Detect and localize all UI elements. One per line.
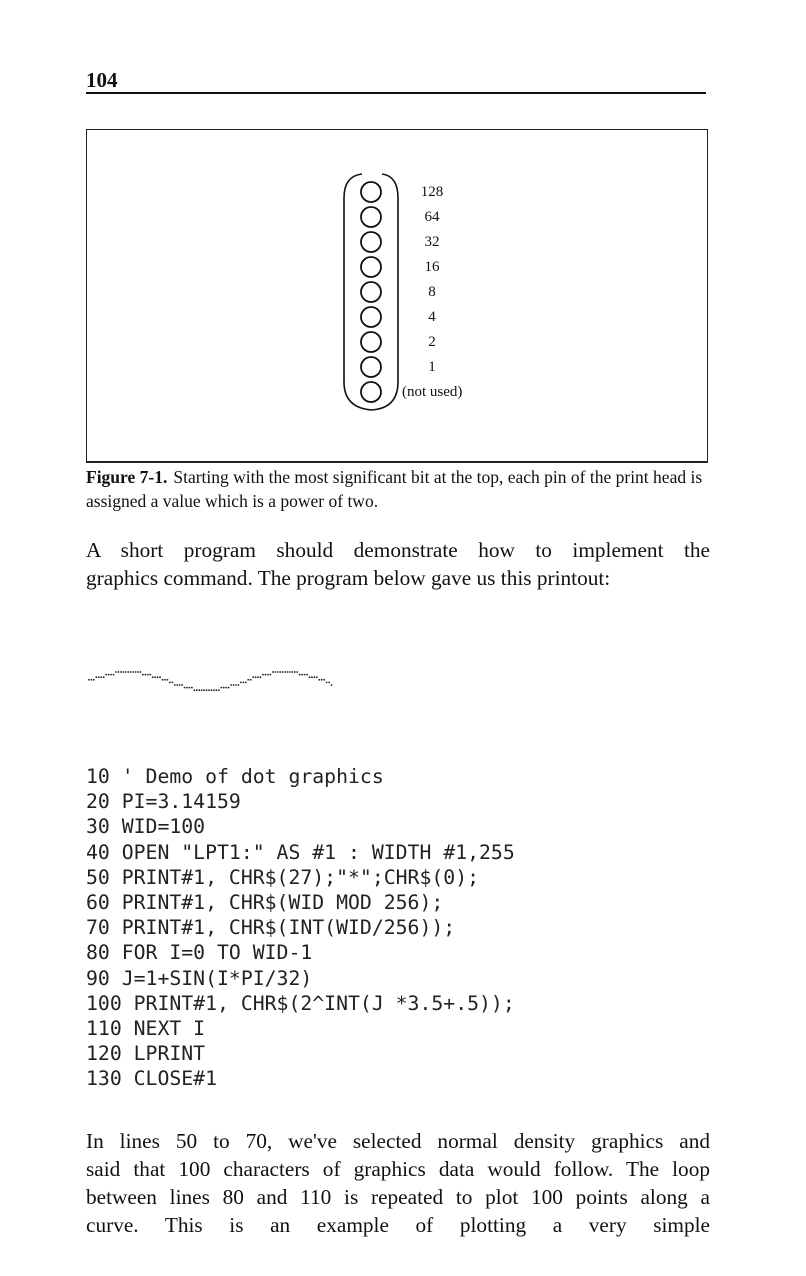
- code-line: 110 NEXT I: [86, 1016, 206, 1040]
- printout-dot: [193, 689, 195, 691]
- printout-dot: [238, 684, 240, 686]
- printout-dot: [179, 684, 181, 686]
- printout-dot: [130, 671, 132, 673]
- pin-label: (not used): [402, 384, 463, 400]
- printout-dot: [277, 671, 279, 673]
- printout-dot: [154, 676, 156, 678]
- printout-dot: [287, 671, 289, 673]
- printout-dot: [306, 674, 308, 676]
- caption-label: Figure 7-1.: [86, 467, 168, 487]
- printout-dot: [304, 674, 306, 676]
- printout-dot: [91, 679, 93, 681]
- printout-dot: [242, 682, 244, 684]
- printout-dot: [265, 674, 267, 676]
- printout-dot: [174, 684, 176, 686]
- code-line: 10 ' Demo of dot graphics: [86, 765, 384, 788]
- intro-paragraph: [86, 536, 710, 592]
- pin-label: 128: [420, 184, 444, 200]
- printout-dot: [118, 671, 120, 673]
- printout-dot: [225, 687, 227, 689]
- caption-text: Starting with the most significant bit at the top, each pin of the print head is assigned a value which is a power of two.: [86, 467, 703, 511]
- code-line: 20 PI=3.14159: [86, 790, 241, 814]
- printout-dot: [301, 674, 303, 676]
- printout-dot: [245, 682, 247, 684]
- printout-dot: [314, 676, 316, 678]
- printout-dot: [164, 679, 166, 681]
- printout-dot: [196, 689, 198, 691]
- printout-dot: [115, 671, 117, 673]
- program-listing: [86, 764, 515, 1091]
- printout-dot: [159, 676, 161, 678]
- printout-dot: [142, 674, 144, 676]
- pin-label: 8: [428, 284, 436, 300]
- printout-dot: [140, 671, 142, 673]
- pin-label: 16: [424, 259, 440, 275]
- printout-dot: [279, 671, 281, 673]
- pin-5: [361, 307, 381, 327]
- printout-dot: [309, 676, 311, 678]
- printout-dot: [274, 671, 276, 673]
- printout-dot: [162, 679, 164, 681]
- printout-dot: [247, 679, 249, 681]
- printout-dot: [228, 687, 230, 689]
- code-line: 90 J=1+SIN(I*PI/32): [86, 966, 313, 990]
- printout-dot: [328, 682, 330, 684]
- printout-dot: [206, 689, 208, 691]
- code-line: 120 LPRINT: [86, 1042, 206, 1066]
- printout-dot: [262, 674, 264, 676]
- printout-dot: [240, 682, 242, 684]
- printout-dot: [120, 671, 122, 673]
- printout-dot: [255, 676, 257, 678]
- printout-dot: [321, 679, 323, 681]
- printout-dot: [152, 676, 154, 678]
- pin-label: 1: [428, 359, 436, 375]
- body-line: said that 100 characters of graphics data would follow. The loop: [86, 1157, 710, 1181]
- printout-dot: [331, 684, 333, 686]
- header-rule: [86, 92, 706, 94]
- printout-dot: [289, 671, 291, 673]
- pin-1: [361, 207, 381, 227]
- printout-dot: [282, 671, 284, 673]
- pin-label: 4: [428, 309, 436, 325]
- code-line: 80 FOR I=0 TO WID-1: [86, 941, 313, 965]
- printout-dot: [149, 674, 151, 676]
- printout-dot: [189, 687, 191, 689]
- printout-dot: [284, 671, 286, 673]
- printout-dot: [223, 687, 225, 689]
- printout-dot: [267, 674, 269, 676]
- printout-dot: [294, 671, 296, 673]
- printout-dot: [100, 676, 102, 678]
- printout-dot: [147, 674, 149, 676]
- printout-dot: [326, 682, 328, 684]
- pin-0: [361, 182, 381, 202]
- figure-caption: [86, 465, 726, 513]
- printout-dot: [186, 687, 188, 689]
- pin-label: 2: [428, 334, 436, 350]
- pin-4: [361, 282, 381, 302]
- printout-dot: [98, 676, 100, 678]
- pin-label: 32: [424, 234, 440, 250]
- printout-dot: [108, 674, 110, 676]
- printout-dot: [103, 676, 105, 678]
- printout-dot: [105, 674, 107, 676]
- printout-dot: [296, 671, 298, 673]
- printout-dot: [157, 676, 159, 678]
- body-line: between lines 80 and 110 is repeated to plot 100 points along a: [86, 1185, 710, 1209]
- printout-dot: [216, 689, 218, 691]
- printout-dot: [137, 671, 139, 673]
- printout-dot: [95, 676, 97, 678]
- printout-dot: [198, 689, 200, 691]
- printout-dot: [144, 674, 146, 676]
- printout-dot: [220, 687, 222, 689]
- printout-dot: [316, 676, 318, 678]
- pin-6: [361, 332, 381, 352]
- body-line: In lines 50 to 70, we've selected normal density graphics and: [86, 1129, 710, 1153]
- printout-dot: [230, 684, 232, 686]
- intro-line: A short program should demonstrate how to implement the: [86, 538, 710, 562]
- printout-dot: [169, 682, 171, 684]
- page-number: 104: [86, 68, 118, 92]
- printout-dot: [135, 671, 137, 673]
- dot-group: [88, 671, 332, 691]
- printout-dot: [318, 679, 320, 681]
- printout-dot: [299, 674, 301, 676]
- printout-dot: [203, 689, 205, 691]
- printout-dot: [311, 676, 313, 678]
- print-head-outline: [344, 174, 398, 410]
- printout-dot: [184, 687, 186, 689]
- body-line: curve. This is an example of plotting a very simple: [86, 1213, 710, 1237]
- graphics-printout: [86, 668, 346, 698]
- pin-3: [361, 257, 381, 277]
- printout-dot: [235, 684, 237, 686]
- printout-dot: [110, 674, 112, 676]
- printout-dot: [260, 676, 262, 678]
- printout-dot: [211, 689, 213, 691]
- printout-dot: [291, 671, 293, 673]
- printout-dot: [88, 679, 90, 681]
- code-line: 60 PRINT#1, CHR$(WID MOD 256);: [86, 890, 444, 914]
- printout-dot: [208, 689, 210, 691]
- printout-dot: [113, 674, 115, 676]
- pin-7: [361, 357, 381, 377]
- pin-group: [361, 182, 381, 402]
- printout-dot: [132, 671, 134, 673]
- pin-2: [361, 232, 381, 252]
- printout-dot: [257, 676, 259, 678]
- code-line: 130 CLOSE#1: [86, 1067, 218, 1091]
- printout-dot: [269, 674, 271, 676]
- pin-8: [361, 382, 381, 402]
- code-line: 70 PRINT#1, CHR$(INT(WID/256));: [86, 916, 456, 940]
- printout-dot: [272, 671, 274, 673]
- print-head-diagram: [340, 166, 404, 416]
- printout-dot: [213, 689, 215, 691]
- body-paragraph: [86, 1127, 710, 1239]
- printout-dot: [191, 687, 193, 689]
- code-line: 50 PRINT#1, CHR$(27);"*";CHR$(0);: [86, 865, 480, 889]
- printout-dot: [181, 684, 183, 686]
- printout-dot: [250, 679, 252, 681]
- intro-line: graphics command. The program below gave us this printout:: [86, 566, 611, 590]
- code-line: 30 WID=100: [86, 815, 206, 839]
- printout-dot: [125, 671, 127, 673]
- printout-dot: [93, 679, 95, 681]
- printout-dot: [171, 682, 173, 684]
- printout-dot: [201, 689, 203, 691]
- printout-dot: [167, 679, 169, 681]
- printout-dot: [122, 671, 124, 673]
- printout-dot: [127, 671, 129, 673]
- pin-label: 64: [424, 209, 440, 225]
- printout-dot: [233, 684, 235, 686]
- printout-dot: [323, 679, 325, 681]
- code-line: 40 OPEN "LPT1:" AS #1 : WIDTH #1,255: [86, 840, 515, 864]
- code-line: 100 PRINT#1, CHR$(2^INT(J *3.5+.5));: [86, 991, 515, 1015]
- printout-dot: [252, 676, 254, 678]
- printout-dot: [218, 689, 220, 691]
- printout-dot: [176, 684, 178, 686]
